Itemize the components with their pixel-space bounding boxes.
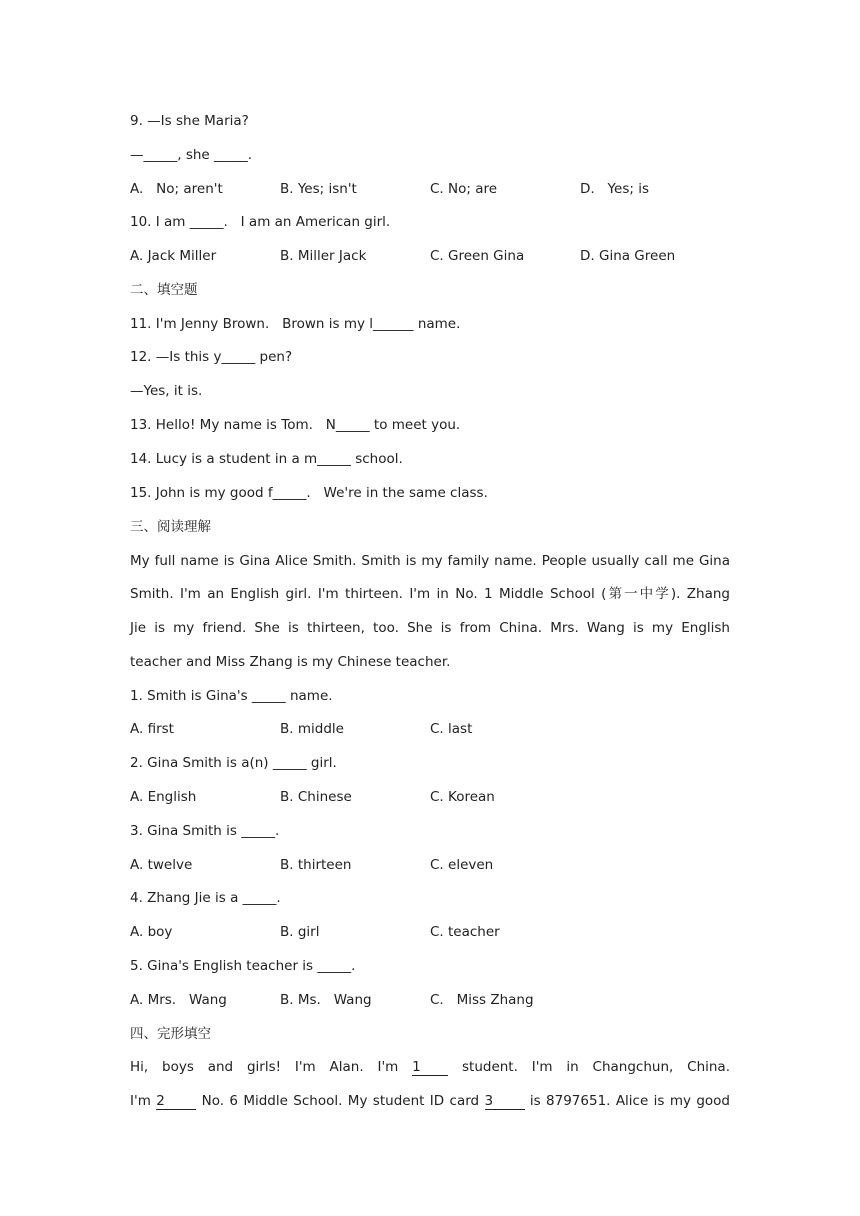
reading-question-1: 1. Smith is Gina's _____ name. — [130, 688, 333, 704]
rq3-option-a: A. twelve — [130, 857, 193, 873]
question-9: 9. —Is she Maria? — [130, 113, 249, 129]
rq2-option-b: B. Chinese — [280, 789, 352, 805]
section-heading-fill-in: 二、填空题 — [130, 282, 198, 298]
q10-option-b: B. Miller Jack — [280, 248, 367, 264]
rq1-option-a: A. first — [130, 721, 174, 737]
rq4-option-b: B. girl — [280, 924, 320, 940]
passage-line-3: Jie is my friend. She is thirteen, too. She is from China. Mrs. Wang is my English — [130, 620, 730, 636]
q10-option-d: D. Gina Green — [580, 248, 676, 264]
cloze-line-1 — [130, 1057, 730, 1077]
q9-option-d: D. Yes; is — [580, 181, 649, 197]
passage-line-1: My full name is Gina Alice Smith. Smith is my family name. People usually call me Gina — [130, 553, 730, 569]
section-heading-cloze: 四、完形填空 — [130, 1026, 211, 1042]
rq4-option-c: C. teacher — [430, 924, 500, 940]
rq1-option-c: C. last — [430, 721, 473, 737]
question-12: 12. —Is this y_____ pen? — [130, 349, 293, 365]
rq2-option-a: A. English — [130, 789, 197, 805]
rq5-option-c: C. Miss Zhang — [430, 992, 534, 1008]
rq2-option-c: C. Korean — [430, 789, 495, 805]
cloze-blank-3: 3 — [485, 1093, 525, 1110]
cloze-text: Hi, boys and girls! I'm Alan. I'm — [130, 1059, 413, 1075]
question-14: 14. Lucy is a student in a m_____ school. — [130, 451, 403, 467]
cloze-text: I'm — [130, 1093, 157, 1109]
q9-option-a: A. No; aren't — [130, 181, 223, 197]
question-11: 11. I'm Jenny Brown. Brown is my l______ name. — [130, 316, 461, 332]
question-10: 10. I am _____. I am an American girl. — [130, 214, 391, 230]
reading-question-3: 3. Gina Smith is _____. — [130, 823, 280, 839]
cloze-line-2 — [130, 1091, 730, 1111]
passage-line-2: Smith. I'm an English girl. I'm thirteen. I'm in No. 1 Middle School (第一中学). Zhang — [130, 586, 730, 602]
question-15: 15. John is my good f_____. We're in the same class. — [130, 485, 488, 501]
rq5-option-a: A. Mrs. Wang — [130, 992, 227, 1008]
cloze-text: No. 6 Middle School. My student ID card — [196, 1093, 485, 1109]
q10-option-c: C. Green Gina — [430, 248, 525, 264]
reading-question-5: 5. Gina's English teacher is _____. — [130, 958, 356, 974]
q9-option-c: C. No; are — [430, 181, 498, 197]
q10-option-a: A. Jack Miller — [130, 248, 217, 264]
section-heading-reading: 三、阅读理解 — [130, 519, 211, 535]
cloze-blank-1: 1 — [412, 1059, 448, 1076]
question-9-answer-line: —_____, she _____. — [130, 147, 253, 163]
rq3-option-c: C. eleven — [430, 857, 494, 873]
cloze-text: student. I'm in Changchun, China. — [448, 1059, 730, 1075]
passage-line-4: teacher and Miss Zhang is my Chinese teacher. — [130, 654, 451, 670]
question-12-answer: —Yes, it is. — [130, 383, 203, 399]
cloze-blank-2: 2 — [156, 1093, 196, 1110]
rq1-option-b: B. middle — [280, 721, 344, 737]
reading-question-4: 4. Zhang Jie is a _____. — [130, 890, 281, 906]
cloze-text: is 8797651. Alice is my good — [524, 1093, 730, 1109]
reading-question-2: 2. Gina Smith is a(n) _____ girl. — [130, 755, 337, 771]
q9-option-b: B. Yes; isn't — [280, 181, 357, 197]
rq5-option-b: B. Ms. Wang — [280, 992, 372, 1008]
rq3-option-b: B. thirteen — [280, 857, 352, 873]
rq4-option-a: A. boy — [130, 924, 173, 940]
question-13: 13. Hello! My name is Tom. N_____ to meet you. — [130, 417, 461, 433]
